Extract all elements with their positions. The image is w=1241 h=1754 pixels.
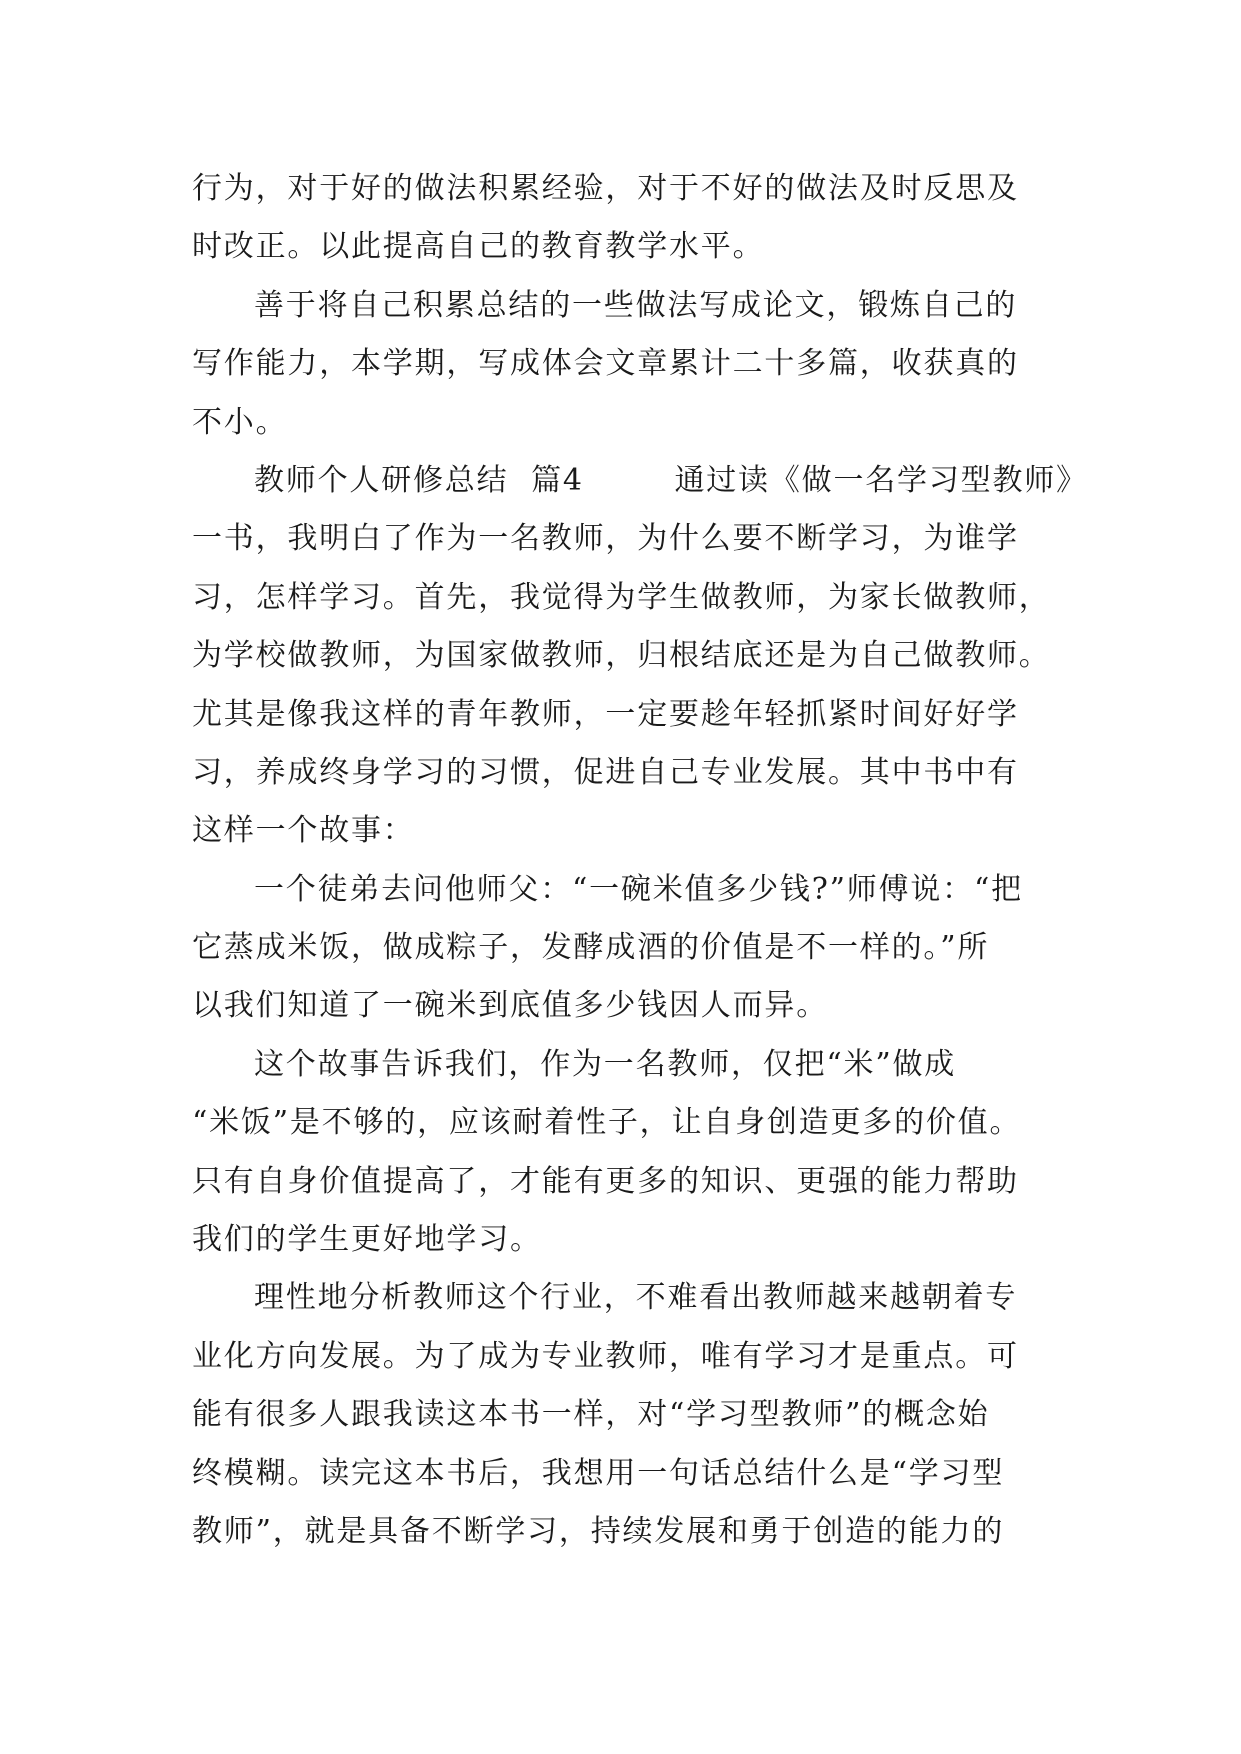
- paragraph-3: [192, 452, 1088, 861]
- text-line: 习，怎样学习。首先，我觉得为学生做教师，为家长做教师，: [192, 579, 1051, 615]
- text-line: 习，养成终身学习的习惯，促进自己专业发展。其中书中有: [192, 754, 1019, 790]
- paragraph-6: [192, 1269, 1072, 1561]
- text-line: 一书，我明白了作为一名教师，为什么要不断学习，为谁学: [192, 521, 1019, 557]
- text-line: 它蒸成米饭，做成粽子，发酵成酒的价值是不一样的。”所: [192, 930, 990, 966]
- text-line: 写作能力，本学期，写成体会文章累计二十多篇，收获真的: [192, 346, 1019, 382]
- text-line: 能有很多人跟我读这本书一样，对“学习型教师”的概念始: [192, 1397, 990, 1433]
- paragraph-4: [192, 861, 1072, 1036]
- paragraph-1: [192, 160, 1072, 277]
- section-heading-line: 教师个人研修总结 篇4 通过读《做一名学习型教师》: [254, 462, 1088, 498]
- text-line: 以我们知道了一碗米到底值多少钱因人而异。: [192, 988, 828, 1024]
- text-line: 业化方向发展。为了成为专业教师，唯有学习才是重点。可: [192, 1338, 1019, 1374]
- paragraph-2: [192, 277, 1072, 452]
- text-line: 理性地分析教师这个行业，不难看出教师越来越朝着专: [254, 1280, 1018, 1316]
- text-line: 终模糊。读完这本书后，我想用一句话总结什么是“学习型: [192, 1455, 1005, 1491]
- document-body: [192, 160, 1088, 1561]
- text-line: 为学校做教师，为国家做教师，归根结底还是为自己做教师。: [192, 638, 1051, 674]
- text-line: 我们的学生更好地学习。: [192, 1222, 542, 1258]
- text-line: 一个徒弟去问他师父：“一碗米值多少钱?”师傅说：“把: [254, 871, 1023, 907]
- text-line: “米饭”是不够的，应该耐着性子，让自身创造更多的价值。: [192, 1105, 1022, 1141]
- text-line: 时改正。以此提高自己的教育教学水平。: [192, 229, 765, 265]
- text-line: 教师”，就是具备不断学习，持续发展和勇于创造的能力的: [192, 1513, 1005, 1549]
- text-line: 不小。: [192, 404, 288, 440]
- text-line: 善于将自己积累总结的一些做法写成论文，锻炼自己的: [254, 287, 1018, 323]
- text-line: 行为，对于好的做法积累经验，对于不好的做法及时反思及: [192, 171, 1019, 206]
- text-line: 尤其是像我这样的青年教师，一定要趁年轻抓紧时间好好学: [192, 696, 1019, 732]
- text-line: 这样一个故事：: [192, 813, 415, 849]
- paragraph-5: [192, 1036, 1072, 1270]
- text-line: 这个故事告诉我们，作为一名教师，仅把“米”做成: [254, 1046, 957, 1082]
- text-line: 只有自身价值提高了，才能有更多的知识、更强的能力帮助: [192, 1163, 1019, 1199]
